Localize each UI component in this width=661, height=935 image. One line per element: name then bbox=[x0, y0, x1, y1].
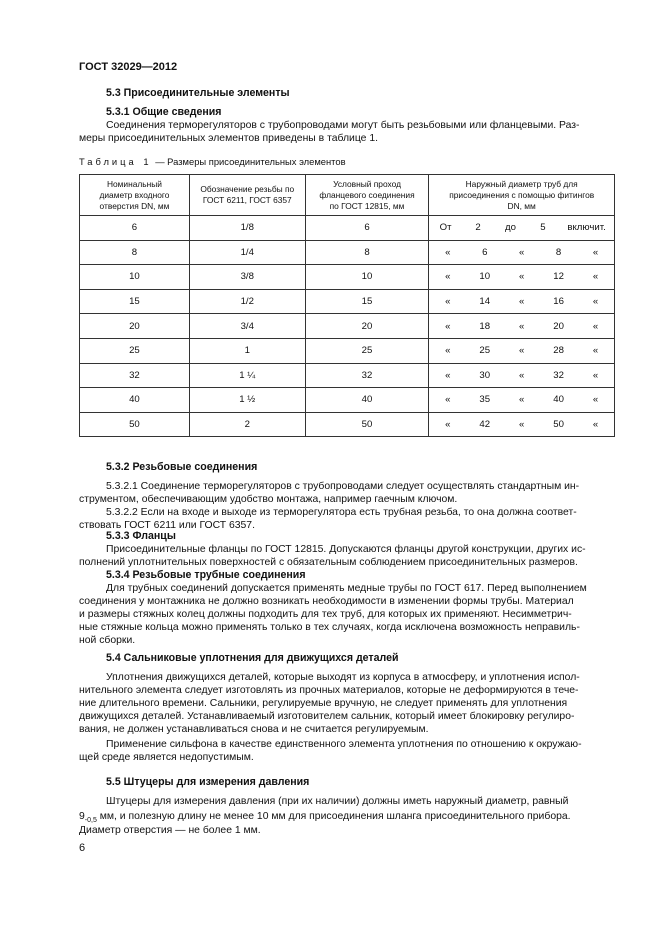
cell-nominal-diameter: 20 bbox=[80, 314, 190, 339]
range-part: « bbox=[519, 246, 525, 258]
range-part: 32 bbox=[553, 369, 564, 381]
table-row bbox=[80, 240, 615, 265]
cell-outer-diameter-range bbox=[429, 216, 615, 241]
section-5-3-2-title: 5.3.2 Резьбовые соединения bbox=[106, 461, 258, 473]
cell-flange-pass: 20 bbox=[305, 314, 429, 339]
section-5-3-3-line1: Присоединительные фланцы по ГОСТ 12815. Допускаются фланцы другой конструкции, других ис- bbox=[106, 544, 586, 555]
range-part: 8 bbox=[555, 246, 562, 258]
range-part: 5 bbox=[540, 222, 546, 234]
cell-flange-pass: 50 bbox=[305, 412, 429, 437]
cell-outer-diameter-range bbox=[429, 289, 615, 314]
range-part: « bbox=[592, 345, 599, 357]
table-caption-number: 1 bbox=[143, 156, 149, 167]
cell-flange-pass: 10 bbox=[305, 265, 429, 290]
range-part: включит. bbox=[567, 222, 606, 234]
range-part: « bbox=[519, 369, 525, 381]
section-5-3-4-line3: и размеры стяжных колец должны подходить для тех труб, для которых их применяют. Несимметрич- bbox=[79, 609, 572, 620]
cell-outer-diameter-range bbox=[429, 240, 615, 265]
section-5-4-line1: Уплотнения движущихся деталей, которые выходят из корпуса в атмосферу, и уплотнения испол- bbox=[106, 672, 580, 683]
cell-nominal-diameter: 50 bbox=[80, 412, 190, 437]
range-part: 35 bbox=[479, 394, 491, 406]
cell-nominal-diameter: 8 bbox=[80, 240, 190, 265]
table-caption-text: — Размеры присоединительных элементов bbox=[155, 156, 346, 167]
cell-thread: 1/4 bbox=[189, 240, 305, 265]
page-number: 6 bbox=[79, 842, 86, 854]
range-part: « bbox=[519, 320, 525, 332]
section-5-4-line2: нительного элемента следует изготовлять из прочных материалов, которые не деформируются в тече- bbox=[79, 685, 579, 696]
range-part: « bbox=[519, 419, 525, 431]
range-part: 2 bbox=[475, 222, 481, 234]
section-5-4-line6: Применение сильфона в качестве единственного элемента уплотнения по отношению к окружаю- bbox=[106, 739, 582, 750]
section-5-4-line3: ние длительного времени. Сальники, регулируемые вручную, не следует применять для уплотнения bbox=[79, 698, 568, 709]
range-part: 25 bbox=[479, 345, 491, 357]
range-part: « bbox=[592, 419, 599, 431]
cell-flange-pass: 25 bbox=[305, 338, 429, 363]
section-5-3-4-line5: ной сборки. bbox=[79, 635, 136, 646]
range-part: 18 bbox=[479, 320, 491, 332]
cell-outer-diameter-range bbox=[429, 314, 615, 339]
table-row bbox=[80, 338, 615, 363]
section-5-3-title: 5.3 Присоединительные элементы bbox=[106, 87, 290, 99]
table-row bbox=[80, 314, 615, 339]
header-outer-diameter: Наружный диаметр труб для присоединения с помощью фитингов DN, мм bbox=[429, 175, 615, 216]
table-caption bbox=[79, 156, 346, 167]
range-part: до bbox=[505, 222, 516, 234]
cell-nominal-diameter: 32 bbox=[80, 363, 190, 388]
cell-flange-pass: 8 bbox=[305, 240, 429, 265]
cell-thread: 3/8 bbox=[189, 265, 305, 290]
standard-header: ГОСТ 32029—2012 bbox=[79, 61, 178, 73]
cell-thread: 1/8 bbox=[189, 216, 305, 241]
section-5-3-2-2-line1: 5.3.2.2 Если на входе и выходе из терморегулятора есть трубная резьба, то она должна соответ- bbox=[106, 507, 577, 518]
section-5-5-title: 5.5 Штуцеры для измерения давления bbox=[106, 776, 310, 788]
section-5-3-4-line1: Для трубных соединений допускается применять медные трубы по ГОСТ 617. Перед выполнением bbox=[106, 583, 587, 594]
range-part: « bbox=[445, 271, 451, 283]
section-5-4-title: 5.4 Сальниковые уплотнения для движущихся деталей bbox=[106, 652, 399, 664]
range-part: « bbox=[519, 271, 525, 283]
header-thread: Обозначение резьбы по ГОСТ 6211, ГОСТ 6357 bbox=[189, 175, 305, 216]
section-5-5-line3: Диаметр отверстия — не более 1 мм. bbox=[79, 825, 261, 836]
range-part: « bbox=[519, 394, 525, 406]
cell-outer-diameter-range bbox=[429, 338, 615, 363]
section-5-3-4-line4: ные стяжные кольца можно применять только в тех случаях, когда исключена возможность неправиль- bbox=[79, 622, 580, 633]
section-5-3-2-2-line2: ствовать ГОСТ 6211 или ГОСТ 6357. bbox=[79, 520, 255, 531]
table-row bbox=[80, 412, 615, 437]
range-part: « bbox=[445, 345, 451, 357]
cell-nominal-diameter: 25 bbox=[80, 338, 190, 363]
range-part: « bbox=[445, 296, 451, 308]
section-5-3-1-title: 5.3.1 Общие сведения bbox=[106, 106, 222, 118]
range-part: « bbox=[592, 296, 599, 308]
section-5-3-2-1-line2: струментом, обеспечивающим удобство монтажа, например гаечным ключом. bbox=[79, 494, 458, 505]
range-part: 50 bbox=[553, 419, 564, 431]
cell-flange-pass: 15 bbox=[305, 289, 429, 314]
cell-nominal-diameter: 40 bbox=[80, 388, 190, 413]
section-5-3-4-title: 5.3.4 Резьбовые трубные соединения bbox=[106, 569, 306, 581]
header-flange-pass: Условный проход фланцевого соединения по ГОСТ 12815, мм bbox=[305, 175, 429, 216]
range-part: « bbox=[592, 394, 599, 406]
cell-thread: 3/4 bbox=[189, 314, 305, 339]
value-nine: 9 bbox=[79, 811, 85, 822]
tolerance-sub: -0,5 bbox=[84, 817, 97, 825]
cell-thread: 1 ¼ bbox=[189, 363, 305, 388]
range-part: 20 bbox=[553, 320, 564, 332]
range-part: « bbox=[519, 345, 525, 357]
cell-thread: 1 bbox=[189, 338, 305, 363]
range-part: 40 bbox=[553, 394, 564, 406]
range-part: 30 bbox=[479, 369, 491, 381]
cell-nominal-diameter: 6 bbox=[80, 216, 190, 241]
section-5-5-line1: Штуцеры для измерения давления (при их наличии) должны иметь наружный диаметр, равный bbox=[106, 796, 569, 807]
cell-outer-diameter-range bbox=[429, 265, 615, 290]
table-row bbox=[80, 289, 615, 314]
table-row bbox=[80, 388, 615, 413]
range-part: « bbox=[592, 271, 599, 283]
section-5-4-line5: вания, не должен устанавливаться снова и не считается регулируемым. bbox=[79, 724, 429, 735]
section-5-3-1-line1: Соединения терморегуляторов с трубопроводами могут быть резьбовыми или фланцевыми. Раз- bbox=[106, 120, 580, 131]
cell-outer-diameter-range bbox=[429, 363, 615, 388]
range-part: « bbox=[445, 320, 451, 332]
table-row bbox=[80, 363, 615, 388]
range-part: « bbox=[592, 369, 599, 381]
range-part: « bbox=[445, 419, 451, 431]
range-part: 16 bbox=[553, 296, 564, 308]
cell-thread: 1/2 bbox=[189, 289, 305, 314]
cell-outer-diameter-range bbox=[429, 412, 615, 437]
cell-flange-pass: 6 bbox=[305, 216, 429, 241]
table-row bbox=[80, 265, 615, 290]
section-5-3-3-title: 5.3.3 Фланцы bbox=[106, 530, 176, 542]
section-5-3-3-line2: полнений уплотнительных поверхностей с обязательным соблюдением присоединительных размеров. bbox=[79, 557, 578, 568]
range-part: От bbox=[439, 222, 452, 234]
range-part: 28 bbox=[553, 345, 564, 357]
range-part: « bbox=[445, 369, 451, 381]
section-5-5-line2-text: мм, и полезную длину не менее 10 мм для присоединения шланга присоединительного прибора. bbox=[96, 811, 571, 822]
cell-flange-pass: 32 bbox=[305, 363, 429, 388]
cell-nominal-diameter: 15 bbox=[80, 289, 190, 314]
cell-nominal-diameter: 10 bbox=[80, 265, 190, 290]
dimensions-table bbox=[79, 174, 615, 437]
range-part: « bbox=[592, 320, 599, 332]
table-caption-word: Таблица bbox=[79, 156, 137, 167]
section-5-3-2-1-line1: 5.3.2.1 Соединение терморегуляторов с трубопроводами следует осуществлять стандартным ин- bbox=[106, 481, 580, 492]
range-part: « bbox=[445, 394, 451, 406]
range-part: 14 bbox=[479, 296, 491, 308]
section-5-3-4-line2: соединения у монтажника не должно возникать необходимости в изменении формы трубы. Материал bbox=[79, 596, 574, 607]
range-part: « bbox=[445, 246, 451, 258]
range-part: 42 bbox=[479, 419, 491, 431]
cell-thread: 2 bbox=[189, 412, 305, 437]
range-part: 10 bbox=[479, 271, 491, 283]
header-nominal-diameter: Номинальный диаметр входного отверстия DN, мм bbox=[80, 175, 190, 216]
range-part: 12 bbox=[553, 271, 564, 283]
range-part: 6 bbox=[482, 246, 488, 258]
section-5-3-1-line2: меры присоединительных элементов приведены в таблице 1. bbox=[79, 133, 379, 144]
table-row bbox=[80, 216, 615, 241]
section-5-4-line4: движущихся деталей. Устанавливаемый изготовителем сальник, который имеет блокировку регулиро- bbox=[79, 711, 575, 722]
range-part: « bbox=[519, 296, 525, 308]
cell-flange-pass: 40 bbox=[305, 388, 429, 413]
table-header-row bbox=[80, 175, 615, 216]
cell-thread: 1 ½ bbox=[189, 388, 305, 413]
section-5-4-line7: щей среде является недопустимым. bbox=[79, 752, 254, 763]
range-part: « bbox=[592, 246, 599, 258]
cell-outer-diameter-range bbox=[429, 388, 615, 413]
